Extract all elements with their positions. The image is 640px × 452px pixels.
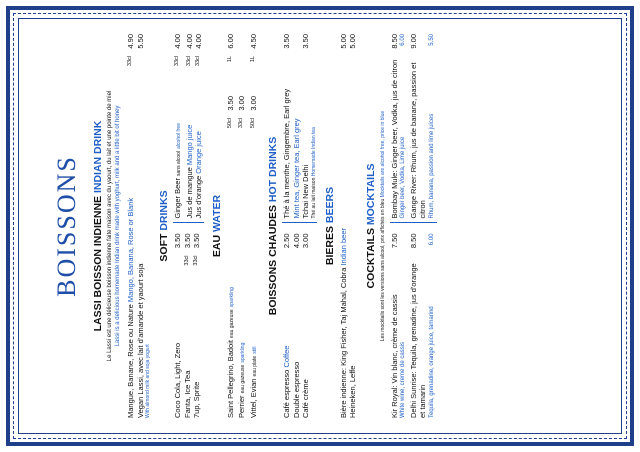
item-volume: 33cl bbox=[195, 56, 201, 67]
list-item bbox=[282, 34, 292, 219]
item-price: 3.00 bbox=[237, 96, 246, 111]
list-item bbox=[311, 34, 317, 219]
list-item bbox=[399, 34, 409, 219]
item-note-en: alcohol free bbox=[176, 123, 182, 149]
item-name: Saint Pellegrino, Badoit bbox=[225, 340, 235, 418]
item-volume-2 bbox=[237, 56, 249, 96]
item-name: Coco Cola, Light, Zero bbox=[173, 342, 182, 418]
item-price: 2.50 bbox=[282, 233, 291, 249]
menu-content bbox=[34, 34, 606, 418]
item-name: Double espresso bbox=[291, 361, 301, 418]
item-price-mocktail: 5.50 bbox=[428, 34, 435, 46]
item-note: sans alcool bbox=[176, 150, 182, 176]
item-note: eau gazeuse bbox=[228, 309, 235, 338]
item-name: Ginger Beer bbox=[173, 178, 182, 219]
bieres-heading-fr: BIERES bbox=[323, 226, 336, 266]
list-item bbox=[348, 34, 358, 418]
item-volume: 33cl bbox=[174, 56, 180, 67]
item-name: Fanta, Ice Tea bbox=[182, 370, 192, 418]
item-name-en: Tequila, grenadine, orange juice, tamarind bbox=[428, 306, 435, 418]
item-note-en: sparkling bbox=[228, 287, 235, 308]
item-name: 7up, Sprite bbox=[192, 381, 201, 418]
soft-heading-en: DRINKS bbox=[158, 190, 170, 231]
item-name: Jus d'orange bbox=[194, 175, 203, 219]
item-name: Mangue, Banane, Rose ou Nature bbox=[126, 304, 135, 418]
item-note-en: sparkling bbox=[240, 342, 246, 363]
list-item bbox=[428, 34, 438, 219]
list-item bbox=[339, 34, 349, 418]
item-volume: 33cl bbox=[193, 255, 199, 266]
item-price: 3.50 bbox=[182, 233, 192, 249]
list-item bbox=[126, 34, 136, 418]
item-name-en: Coffee bbox=[282, 345, 291, 368]
cocktails-note-fr: Les mocktails sont les versions sans alcool, prix affichés en bleu bbox=[379, 198, 386, 342]
item-price: 4.00 bbox=[173, 34, 182, 49]
item-volume: 50cl bbox=[249, 118, 256, 129]
lassi-desc-fr: Le Lassi est une délicieuse boisson indienne faite maison avec du yaourt, du lait et une pointe de miel bbox=[107, 90, 113, 362]
item-volume-2: 1L bbox=[249, 56, 256, 63]
lassi-heading bbox=[92, 34, 104, 418]
eau-heading-en: WATER bbox=[210, 194, 223, 233]
bieres-heading-en: BEERS bbox=[323, 186, 336, 224]
item-price: 4.00 bbox=[291, 233, 301, 249]
item-price: 5.50 bbox=[135, 34, 145, 49]
item-volume: 33cl bbox=[127, 56, 133, 67]
item-name: Bombay Mule: Ginger beer, Vodka, jus de citron bbox=[389, 59, 399, 219]
item-name-en: Ginger beer, Vodka, Lime juice bbox=[400, 136, 406, 219]
lassi-heading-fr: LASSI BOISSON INDIENNE bbox=[92, 195, 104, 332]
list-item bbox=[183, 234, 193, 419]
list-item bbox=[428, 234, 438, 419]
item-volume bbox=[173, 256, 183, 282]
item-name: Café crème bbox=[301, 379, 310, 418]
item-name-en: White wine, creme de cassis bbox=[400, 341, 406, 418]
item-name-en: Mango, Banana, Rose or Blank bbox=[126, 197, 135, 303]
item-name: Café espresso bbox=[282, 369, 291, 418]
item-name-en: Indian beer bbox=[338, 228, 348, 266]
list-item bbox=[226, 34, 238, 418]
item-volume: 33cl bbox=[185, 56, 192, 67]
item-volume: 50cl bbox=[226, 118, 233, 129]
item-price: 5.00 bbox=[348, 34, 357, 49]
item-name: Delhi Sunrise: Tequila, grenadine, jus d'orange et tamarin bbox=[408, 263, 427, 418]
item-price: 4.00 bbox=[194, 34, 203, 49]
item-name: Gange River: Rhum, jus de banane, passion et citron bbox=[408, 62, 427, 219]
item-price: 3.00 bbox=[248, 96, 258, 111]
list-item bbox=[292, 234, 302, 419]
list-item bbox=[194, 34, 204, 219]
list-item bbox=[409, 234, 428, 419]
cocktails-heading-en: MOCKTAILS bbox=[364, 163, 377, 226]
item-price: 8.50 bbox=[408, 233, 418, 249]
list-item bbox=[399, 234, 409, 419]
item-volume bbox=[136, 56, 146, 82]
item-price-mocktail: 6.00 bbox=[428, 233, 435, 246]
list-item bbox=[390, 234, 400, 419]
item-price: 7.50 bbox=[389, 233, 399, 249]
item-note: eau plate bbox=[251, 355, 258, 377]
item-name-en: Homemade Indian tea bbox=[310, 127, 317, 177]
item-note-en: still bbox=[251, 346, 258, 354]
item-name: Bière indienne: King Fisher, Taj Mahal, Cobra bbox=[338, 267, 348, 418]
item-name: Thé à la menthe, Gingembre, Earl grey bbox=[282, 88, 291, 219]
chaudes-heading-en: HOT DRINKS bbox=[267, 136, 279, 203]
eau-heading bbox=[211, 34, 223, 418]
item-name-en: Orange juice bbox=[194, 131, 203, 174]
list-item bbox=[282, 234, 292, 419]
list-item bbox=[301, 234, 311, 419]
item-name-en: Mint tea, Ginger tea, Earl grey bbox=[291, 118, 301, 219]
item-price: 3.50 bbox=[173, 233, 182, 249]
item-name-en: Rhum, banana, passion and lime juices bbox=[428, 113, 435, 219]
bieres-heading bbox=[324, 34, 336, 418]
chaudes-heading-fr: BOISSONS CHAUDES bbox=[267, 205, 279, 316]
item-price: 9.00 bbox=[408, 34, 418, 49]
item-volume: 33cl bbox=[238, 118, 244, 129]
item-name: Perrier bbox=[237, 395, 246, 418]
soft-heading-fr: SOFT bbox=[158, 233, 170, 262]
list-item bbox=[292, 34, 302, 219]
page-title: BOISSONS bbox=[52, 155, 81, 297]
list-item bbox=[390, 34, 400, 219]
list-item bbox=[249, 34, 261, 418]
item-name-en: Mango juice bbox=[184, 124, 194, 166]
item-name: Tchai New Delhi bbox=[301, 164, 310, 219]
item-name-en: With almond milk and soja yogurt bbox=[145, 344, 151, 418]
lassi-heading-en: INDIAN DRINK bbox=[92, 120, 104, 194]
item-volume: 33cl bbox=[183, 255, 190, 266]
cocktails-heading bbox=[365, 34, 377, 418]
cocktails-note-en: Mocktails are alcohol free, price in blue bbox=[379, 110, 386, 198]
lassi-desc-en: Lassi is a delicious homemade Indian drink made with yoghurt, milk and a little bit of honey bbox=[114, 105, 121, 347]
item-name: Jus de mangue bbox=[184, 167, 194, 219]
list-item bbox=[185, 34, 195, 219]
list-item bbox=[173, 234, 183, 419]
item-name: Kir Royal: Vin blanc, crème de cassis bbox=[389, 294, 399, 418]
chaudes-heading bbox=[267, 34, 279, 418]
item-name: Heineken, Leffe bbox=[348, 365, 357, 418]
list-item bbox=[173, 34, 185, 219]
item-name: Vegan Lassi, avec lait d'amande et yaourt soja bbox=[135, 263, 145, 418]
item-price-2: 6.00 bbox=[225, 34, 235, 49]
item-price: 3.00 bbox=[301, 233, 310, 249]
item-volume-2: 1L bbox=[226, 56, 233, 63]
soft-heading bbox=[158, 34, 170, 418]
item-price: 4.00 bbox=[184, 34, 194, 49]
item-price-2 bbox=[237, 34, 249, 56]
item-price: 8.50 bbox=[389, 34, 399, 49]
item-name: Vittel, Evian bbox=[248, 378, 258, 418]
item-price: 3.50 bbox=[225, 96, 235, 111]
item-price-mocktail: 6.00 bbox=[400, 34, 406, 46]
item-price-2: 4.50 bbox=[248, 34, 258, 49]
item-price: 3.50 bbox=[192, 233, 201, 249]
list-item bbox=[192, 234, 202, 419]
item-price: 4.90 bbox=[126, 34, 135, 49]
list-item bbox=[301, 34, 311, 219]
list-item bbox=[409, 34, 428, 219]
list-item bbox=[237, 34, 249, 418]
item-price: 5.00 bbox=[338, 34, 348, 49]
item-price: 3.50 bbox=[282, 34, 291, 49]
cocktails-heading-fr: COCKTAILS bbox=[364, 228, 377, 289]
item-name: Thé au lait maison bbox=[310, 177, 317, 219]
item-price-mocktail bbox=[399, 234, 409, 256]
eau-heading-fr: EAU bbox=[210, 234, 223, 258]
item-price: 3.50 bbox=[301, 34, 310, 49]
item-note: eau gazeuse bbox=[240, 364, 246, 394]
list-item bbox=[136, 34, 146, 418]
